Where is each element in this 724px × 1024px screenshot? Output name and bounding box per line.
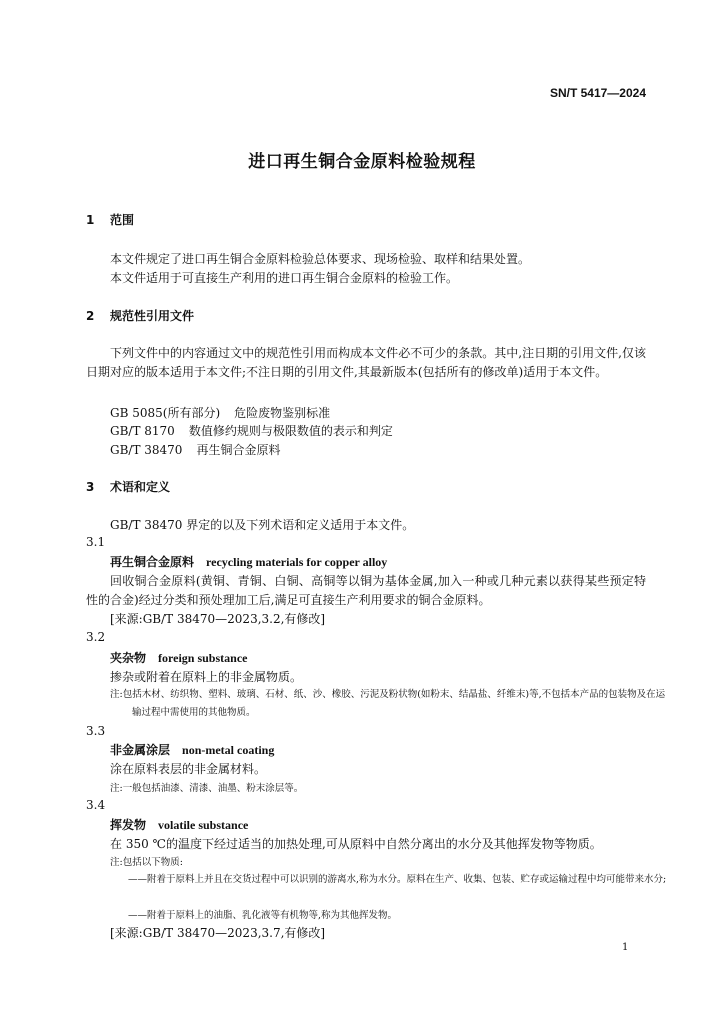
reference-item bbox=[110, 441, 280, 458]
term-note-item: ——附着于原料上并且在交货过程中可以识别的游离水,称为水分。原料在生产、收集、包装、贮存或运输过程中均可能带来水分; bbox=[128, 874, 667, 885]
term-heading bbox=[110, 816, 248, 833]
reference-title: 数值修约规则与极限数值的表示和判定 bbox=[188, 424, 393, 438]
paragraph: GB/T 38470 界定的以及下列术语和定义适用于本文件。 bbox=[110, 518, 415, 532]
term-chinese: 再生铜合金原料 bbox=[110, 555, 195, 569]
paragraph: 本文件适用于可直接生产利用的进口再生铜合金原料的检验工作。 bbox=[110, 271, 459, 285]
term-english: non-metal coating bbox=[182, 743, 275, 757]
reference-code: GB/T 38470 bbox=[110, 443, 183, 457]
reference-code: GB/T 8170 bbox=[110, 424, 175, 438]
section-title: 术语和定义 bbox=[110, 480, 171, 494]
page-number: 1 bbox=[622, 942, 629, 953]
term-english: foreign substance bbox=[158, 651, 248, 665]
section-title: 范围 bbox=[110, 213, 135, 227]
reference-title: 危险废物鉴别标准 bbox=[234, 406, 331, 420]
document-title: 进口再生铜合金原料检验规程 bbox=[248, 152, 476, 172]
section-2-heading bbox=[86, 307, 194, 324]
reference-item bbox=[110, 422, 393, 439]
section-number: 1 bbox=[86, 213, 95, 227]
paragraph: 下列文件中的内容通过文中的规范性引用而构成本文件必不可少的条款。其中,注日期的引用文件,仅该日期对应的版本适用于本文件;不注日期的引用文件,其最新版本(包括所有的修改单)适用于本文件。 bbox=[86, 346, 646, 379]
term-chinese: 非金属涂层 bbox=[110, 743, 171, 757]
term-heading bbox=[110, 553, 387, 570]
term-note-item: ——附着于原料上的油脂、乳化液等有机物等,称为其他挥发物。 bbox=[128, 910, 398, 921]
section-number: 2 bbox=[86, 309, 95, 323]
term-definition: 掺杂或附着在原料上的非金属物质。 bbox=[110, 670, 303, 684]
term-english: volatile substance bbox=[158, 818, 249, 832]
term-english: recycling materials for copper alloy bbox=[206, 555, 388, 569]
document-code: SN/T 5417—2024 bbox=[549, 86, 646, 100]
term-heading bbox=[110, 649, 247, 666]
reference-title: 再生铜合金原料 bbox=[196, 443, 281, 457]
term-note: 注:一般包括油漆、清漆、油墨、粉末涂层等。 bbox=[110, 783, 304, 794]
term-definition: 回收铜合金原料(黄铜、青铜、白铜、高铜等以铜为基体金属,加入一种或几种元素以获得某些预定特性的合金)经过分类和预处理加工后,满足可直接生产利用要求的铜合金原料。 bbox=[86, 574, 646, 607]
term-definition: 在 350 ℃的温度下经过适当的加热处理,可从原料中自然分离出的水分及其他挥发物等物质。 bbox=[110, 837, 602, 851]
section-number: 3 bbox=[86, 480, 95, 494]
term-chinese: 夹杂物 bbox=[110, 651, 147, 665]
term-number: 3.1 bbox=[86, 535, 106, 549]
section-3-heading bbox=[86, 478, 170, 495]
term-source: [来源:GB/T 38470—2023,3.7,有修改] bbox=[110, 926, 326, 940]
reference-item bbox=[110, 404, 330, 421]
term-number: 3.2 bbox=[86, 630, 106, 644]
term-note: 注:包括木材、纺织物、塑料、玻璃、石材、纸、沙、橡胶、污泥及粉状物(如粉末、结晶盐、纤维末)等,不包括本产品的包装物及在运输过程中需使用的其他物质。 bbox=[110, 689, 666, 718]
term-heading bbox=[110, 741, 274, 758]
term-note-label: 注:包括以下物质: bbox=[110, 857, 183, 868]
term-source: [来源:GB/T 38470—2023,3.2,有修改] bbox=[110, 612, 326, 626]
term-definition: 涂在原料表层的非金属材料。 bbox=[110, 762, 267, 776]
paragraph: 本文件规定了进口再生铜合金原料检验总体要求、现场检验、取样和结果处置。 bbox=[110, 252, 531, 266]
reference-code: GB 5085(所有部分) bbox=[110, 406, 221, 420]
section-1-heading bbox=[86, 211, 134, 228]
term-chinese: 挥发物 bbox=[110, 818, 147, 832]
term-number: 3.3 bbox=[86, 724, 106, 738]
term-number: 3.4 bbox=[86, 798, 106, 812]
section-title: 规范性引用文件 bbox=[110, 309, 195, 323]
